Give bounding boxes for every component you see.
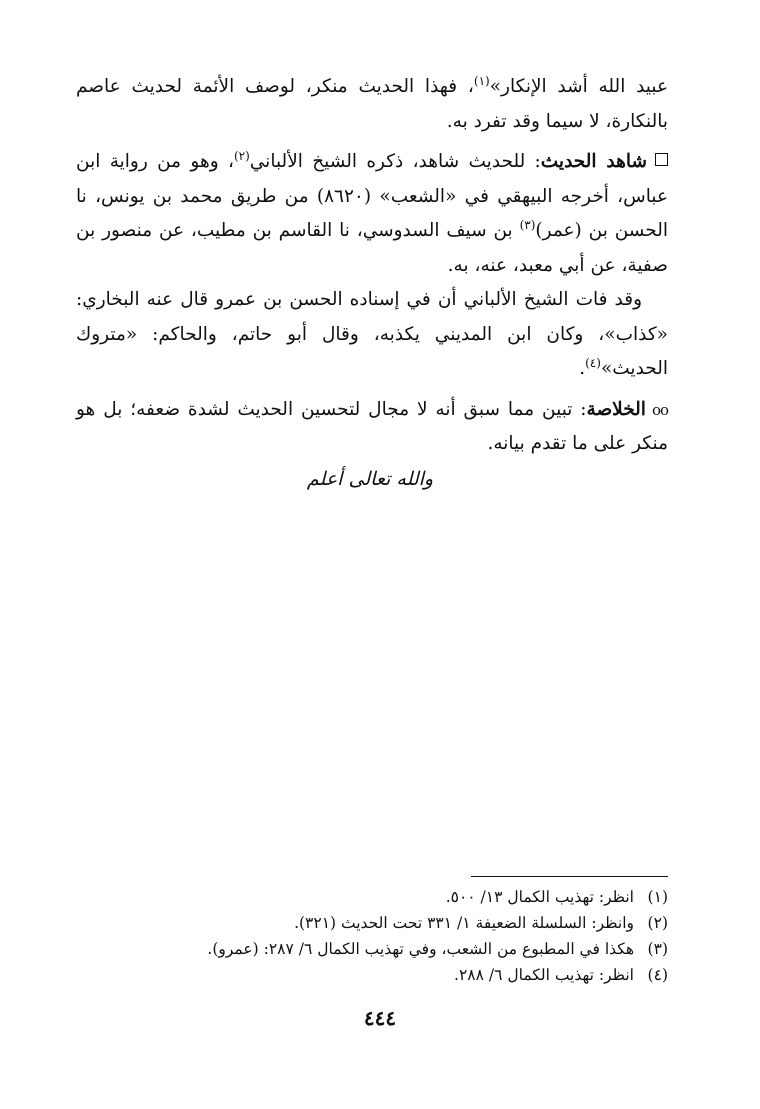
footnote-ref-4[interactable]: (٤) [585,355,601,370]
footnote-1 [68,884,668,910]
main-text [76,70,668,462]
footnote-number: (٣) [647,940,668,958]
footnote-number: (٤) [647,966,668,984]
section-heading-summary: الخلاصة [586,398,646,420]
para1-text-start: عبيد الله أشد الإنكار» [489,76,668,97]
paragraph-2 [76,145,668,283]
footnote-text: وانظر: السلسلة الضعيفة ١/ ٣٣١ تحت الحديث (٣٢١). [294,914,634,932]
footnote-text: انظر: تهذيب الكمال ٦/ ٢٨٨. [454,966,634,984]
page-number: ٤٤٤ [363,1006,397,1030]
footnote-text: انظر: تهذيب الكمال ١٣/ ٥٠٠. [445,888,634,906]
closing-text: والله تعالى أعلم [306,468,434,490]
closing-phrase [0,468,760,490]
footnote-ref-2[interactable]: (٢) [233,148,250,163]
para3-text-b: . [579,358,586,379]
footnote-text: هكذا في المطبوع من الشعب، وفي تهذيب الكمال ٦/ ٢٨٧: (عمرو). [207,940,634,958]
para3-text-a: وقد فات الشيخ الألباني أن في إسناده الحسن بن عمرو قال عنه البخاري: «كذاب»، وكان ابن المديني يكذبه، وقال أبو حاتم، والحاكم: «متروك الحديث» [76,289,668,379]
footnote-number: (٢) [647,914,668,932]
para4-text: : تبين مما سبق أنه لا مجال لتحسين الحديث لشدة ضعفه؛ بل هو منكر على ما تقدم بيانه. [76,398,668,454]
footnote-ref-1[interactable]: (١) [473,73,490,88]
section-heading-witness: شاهد الحديث [540,151,647,172]
para2-text-b: ، وهو من رواية ابن عباس، أخرجه البيهقي في «الشعب» (٨٦٢٠) من طريق محمد بن يونس، نا الحسن بن (عمر) [76,151,668,241]
paragraph-4 [76,393,668,462]
footnote-divider [471,876,668,877]
footnote-3 [68,936,668,962]
footnote-number: (١) [647,888,668,906]
para2-text-a: : للحديث شاهد، ذكره الشيخ الألباني [249,151,541,172]
para1-text-rest: ، فهذا الحديث منكر، لوصف الأئمة لحديث عاصم بالنكارة، لا سيما وقد تفرد به. [76,76,668,132]
double-circle-icon: oo [651,400,668,419]
paragraph-3 [76,283,668,387]
footnote-4 [68,962,668,988]
footnotes [68,884,668,988]
square-bullet-icon [655,153,668,166]
footnote-ref-3[interactable]: (٣) [519,217,536,232]
para2-text-c: بن سيف السدوسي، نا القاسم بن مطيب، عن منصور بن صفية، عن أبي معبد، عنه، به. [76,220,668,276]
paragraph-1 [76,70,668,139]
footnote-2 [68,910,668,936]
